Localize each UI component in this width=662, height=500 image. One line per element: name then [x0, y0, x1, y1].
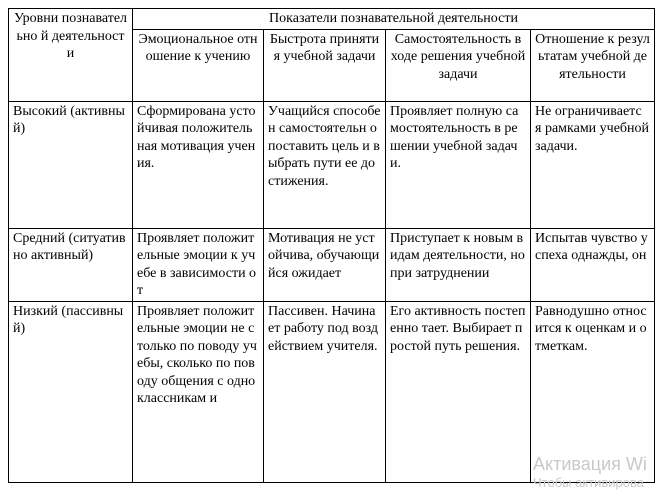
- column-header-attitude-to-results: Отношение к результатам учебной деятельности: [531, 29, 655, 101]
- table-cell: Учащийся способен самостоятельн о поставить цель и выбрать пути ее достижения.: [264, 101, 386, 228]
- watermark-subtitle: Чтобы активирова: [533, 475, 645, 490]
- table-cell: Проявляет полную самостоятельность в решении учебной задачи.: [386, 101, 531, 228]
- table-cell: Мотивация не устойчива, обучающийся ожидает: [264, 228, 386, 301]
- table-row: [9, 228, 655, 301]
- table-row: [9, 101, 655, 228]
- table-cell: Проявляет положительные эмоции к учебе в зависимости от: [133, 228, 264, 301]
- column-header-task-acceptance-speed: Быстрота принятия учебной задачи: [264, 29, 386, 101]
- table-cell: Испытав чувство успеха однажды, он: [531, 228, 655, 301]
- windows-activation-watermark: [533, 454, 647, 492]
- levels-header: Уровни познавательно й деятельности: [9, 9, 133, 102]
- table-cell: Не ограничиваетс я рамками учебной задачи.: [531, 101, 655, 228]
- level-cell: Высокий (активный): [9, 101, 133, 228]
- table-header-row: [9, 9, 655, 30]
- cognitive-activity-table: [8, 8, 655, 483]
- table-cell: Равнодушно относится к оценкам и отметкам.: [531, 301, 655, 482]
- indicators-header: Показатели познавательной деятельности: [133, 9, 655, 30]
- level-cell: Низкий (пассивный): [9, 301, 133, 482]
- table-cell: Его активность постепенно тает. Выбирает простой путь решения.: [386, 301, 531, 482]
- column-header-independence: Самостоятельность в ходе решения учебной задачи: [386, 29, 531, 101]
- table-cell: Приступает к новым видам деятельности, но при затруднении: [386, 228, 531, 301]
- column-header-emotional-attitude: Эмоциональное отношение к учению: [133, 29, 264, 101]
- table-cell: Сформирована устойчивая положительная мотивация учения.: [133, 101, 264, 228]
- table-cell: Проявляет положительные эмоции не столько по поводу учебы, сколько по поводу общения с одноклассникам и: [133, 301, 264, 482]
- table-cell: Пассивен. Начинает работу под воздействием учителя.: [264, 301, 386, 482]
- watermark-title: Активация Wi: [533, 454, 647, 474]
- level-cell: Средний (ситуативно активный): [9, 228, 133, 301]
